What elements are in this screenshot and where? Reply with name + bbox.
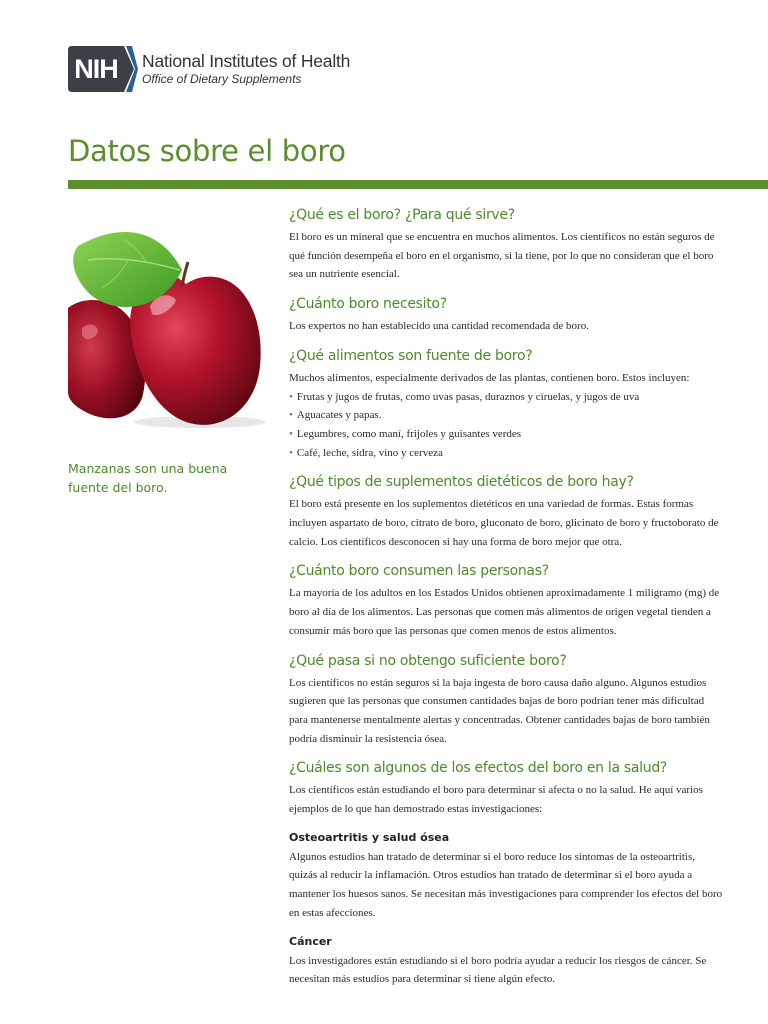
section-body: Muchos alimentos, especialmente derivados de las plantas, contienen boro. Estos incluyen: xyxy=(289,371,690,384)
section-body: Los científicos no están seguros si la baja ingesta de boro causa daño alguno. Algunos estudios sugieren que las personas que consumen cantidades bajas de boro podrían tener más dificultad para mantenerse mentalmente alertas y concentradas. Obtener cantidades bajas de boro también podría disminuir la resistencia ósea. xyxy=(289,676,710,745)
list-item: • Aguacates y papas. xyxy=(289,406,724,425)
section-deficiency xyxy=(289,650,724,749)
list-item: • Legumbres, como maní, frijoles y guisantes verdes xyxy=(289,425,724,444)
section-heading: ¿Cuáles son algunos de los efectos del boro en la salud? xyxy=(289,760,668,777)
subsection-body: Algunos estudios han tratado de determinar si el boro reduce los síntomas de la osteoartritis, quizás al reducir la inflamación. Otros estudios han tratado de determinar si el boro ayuda a mantener los huesos sanos. Se necesitan más investigaciones para comprender los efectos del boro en estas afecciones. xyxy=(289,850,723,919)
list-item: • Frutas y jugos de frutas, como uvas pasas, duraznos y ciruelas, y jugos de uva xyxy=(289,388,724,407)
food-list xyxy=(289,388,724,463)
nih-logo[interactable] xyxy=(68,46,350,92)
org-name: National Institutes of Health xyxy=(142,51,351,71)
section-body: El boro es un mineral que se encuentra en muchos alimentos. Los científicos no están seguros de qué función desempeña el boro en el organismo, si la tiene, por lo que no consideran que el boro sea un nutriente esencial. xyxy=(289,231,715,281)
subsection-body: Los investigadores están estudiando si el boro podría ayudar a reducir los riesgos de cáncer. Se necesitan más estudios para determinar si tiene algún efecto. xyxy=(289,954,707,986)
org-block xyxy=(142,51,350,87)
main-content xyxy=(289,204,724,998)
subsection-heading: Osteoartritis y salud ósea xyxy=(289,830,450,844)
photo-caption: Manzanas son una buena fuente del boro. xyxy=(68,461,228,495)
title-rule xyxy=(68,180,768,189)
section-heading: ¿Cuánto boro necesito? xyxy=(289,296,447,313)
section-heading: ¿Qué pasa si no obtengo suficiente boro? xyxy=(289,652,567,669)
section-what-is-boron xyxy=(289,204,724,284)
section-supplement-types xyxy=(289,471,724,551)
section-body: Los expertos no han establecido una cantidad recomendada de boro. xyxy=(289,320,589,333)
section-body: Los científicos están estudiando el boro para determinar si afecta o no la salud. He aquí varios ejemplos de lo que han demostrado estas investigaciones: xyxy=(289,784,703,816)
subsection-heading: Cáncer xyxy=(289,934,332,948)
section-health-effects xyxy=(289,757,724,989)
section-consumption xyxy=(289,560,724,640)
section-how-much-needed xyxy=(289,293,724,336)
org-subtitle: Office of Dietary Supplements xyxy=(142,72,302,86)
section-food-sources xyxy=(289,345,724,463)
page-title: Datos sobre el boro xyxy=(68,134,346,168)
section-body: La mayoría de los adultos en los Estados Unidos obtienen aproximadamente 1 miligramo (mg) de boro al día de los alimentos. Las personas que comen más alimentos de origen vegetal tienden a consumir más boro que las personas que comen menos de estos alimentos. xyxy=(289,587,720,637)
section-heading: ¿Qué es el boro? ¿Para qué sirve? xyxy=(289,207,515,223)
section-heading: ¿Qué alimentos son fuente de boro? xyxy=(289,347,533,364)
list-item: • Café, leche, sidra, vino y cerveza xyxy=(289,444,724,463)
nih-logo-text: NIH xyxy=(74,53,118,84)
apples-photo xyxy=(68,210,266,440)
section-heading: ¿Cuánto boro consumen las personas? xyxy=(289,563,549,580)
nih-badge xyxy=(68,46,138,92)
section-heading: ¿Qué tipos de suplementos dietéticos de boro hay? xyxy=(289,474,634,491)
section-body: El boro está presente en los suplementos dietéticos en una variedad de formas. Estas formas incluyen aspartato de boro, citrato de boro, gluconato de boro, glicinato de boro y fructoborato de calcio. Los científicos desconocen si hay una forma de boro mejor que otra. xyxy=(289,498,719,548)
